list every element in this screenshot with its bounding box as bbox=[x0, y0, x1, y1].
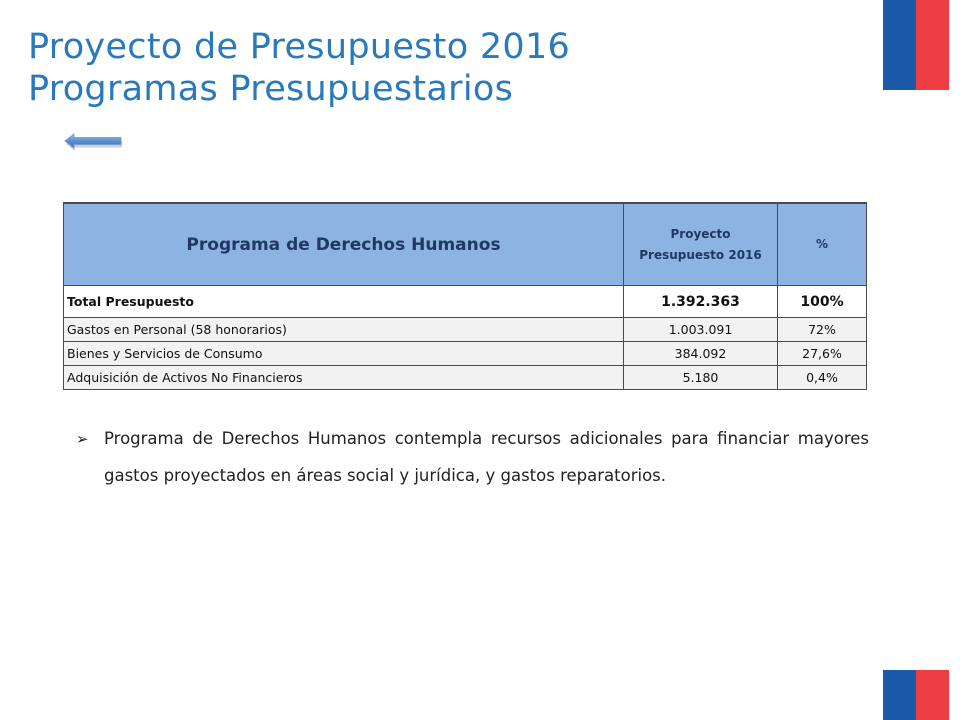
row-percent: 0,4% bbox=[778, 366, 867, 390]
table-row bbox=[64, 366, 867, 390]
flag-stripe-bottom bbox=[883, 670, 949, 720]
title-line-1: Proyecto de Presupuesto 2016 bbox=[28, 27, 571, 67]
row-percent: 27,6% bbox=[778, 342, 867, 366]
header-budget: Proyecto Presupuesto 2016 bbox=[624, 203, 778, 286]
bullet-text: Programa de Derechos Humanos contempla recursos adicionales para financiar mayores gastos proyectados en áreas social y jurídica, y gastos reparatorios. bbox=[104, 429, 869, 485]
row-amount: 5.180 bbox=[624, 366, 778, 390]
flag-stripe-top bbox=[883, 0, 949, 90]
total-percent: 100% bbox=[778, 286, 867, 318]
row-label: Bienes y Servicios de Consumo bbox=[64, 342, 624, 366]
row-label: Adquisición de Activos No Financieros bbox=[64, 366, 624, 390]
header-program: Programa de Derechos Humanos bbox=[64, 203, 624, 286]
row-percent: 72% bbox=[778, 318, 867, 342]
table-header-row bbox=[64, 203, 867, 286]
row-amount: 384.092 bbox=[624, 342, 778, 366]
title-line-2: Programas Presupuestarios bbox=[28, 69, 514, 109]
table-row bbox=[64, 318, 867, 342]
left-arrow-icon[interactable] bbox=[62, 130, 126, 156]
row-amount: 1.003.091 bbox=[624, 318, 778, 342]
header-percent: % bbox=[778, 203, 867, 286]
table-row bbox=[64, 342, 867, 366]
arrow-bullet-icon: ➢ bbox=[76, 430, 89, 448]
page-title bbox=[28, 26, 570, 110]
total-label: Total Presupuesto bbox=[64, 286, 624, 318]
budget-table bbox=[63, 202, 867, 390]
table-row-total bbox=[64, 286, 867, 318]
total-amount: 1.392.363 bbox=[624, 286, 778, 318]
bullet-paragraph bbox=[76, 420, 869, 494]
row-label: Gastos en Personal (58 honorarios) bbox=[64, 318, 624, 342]
